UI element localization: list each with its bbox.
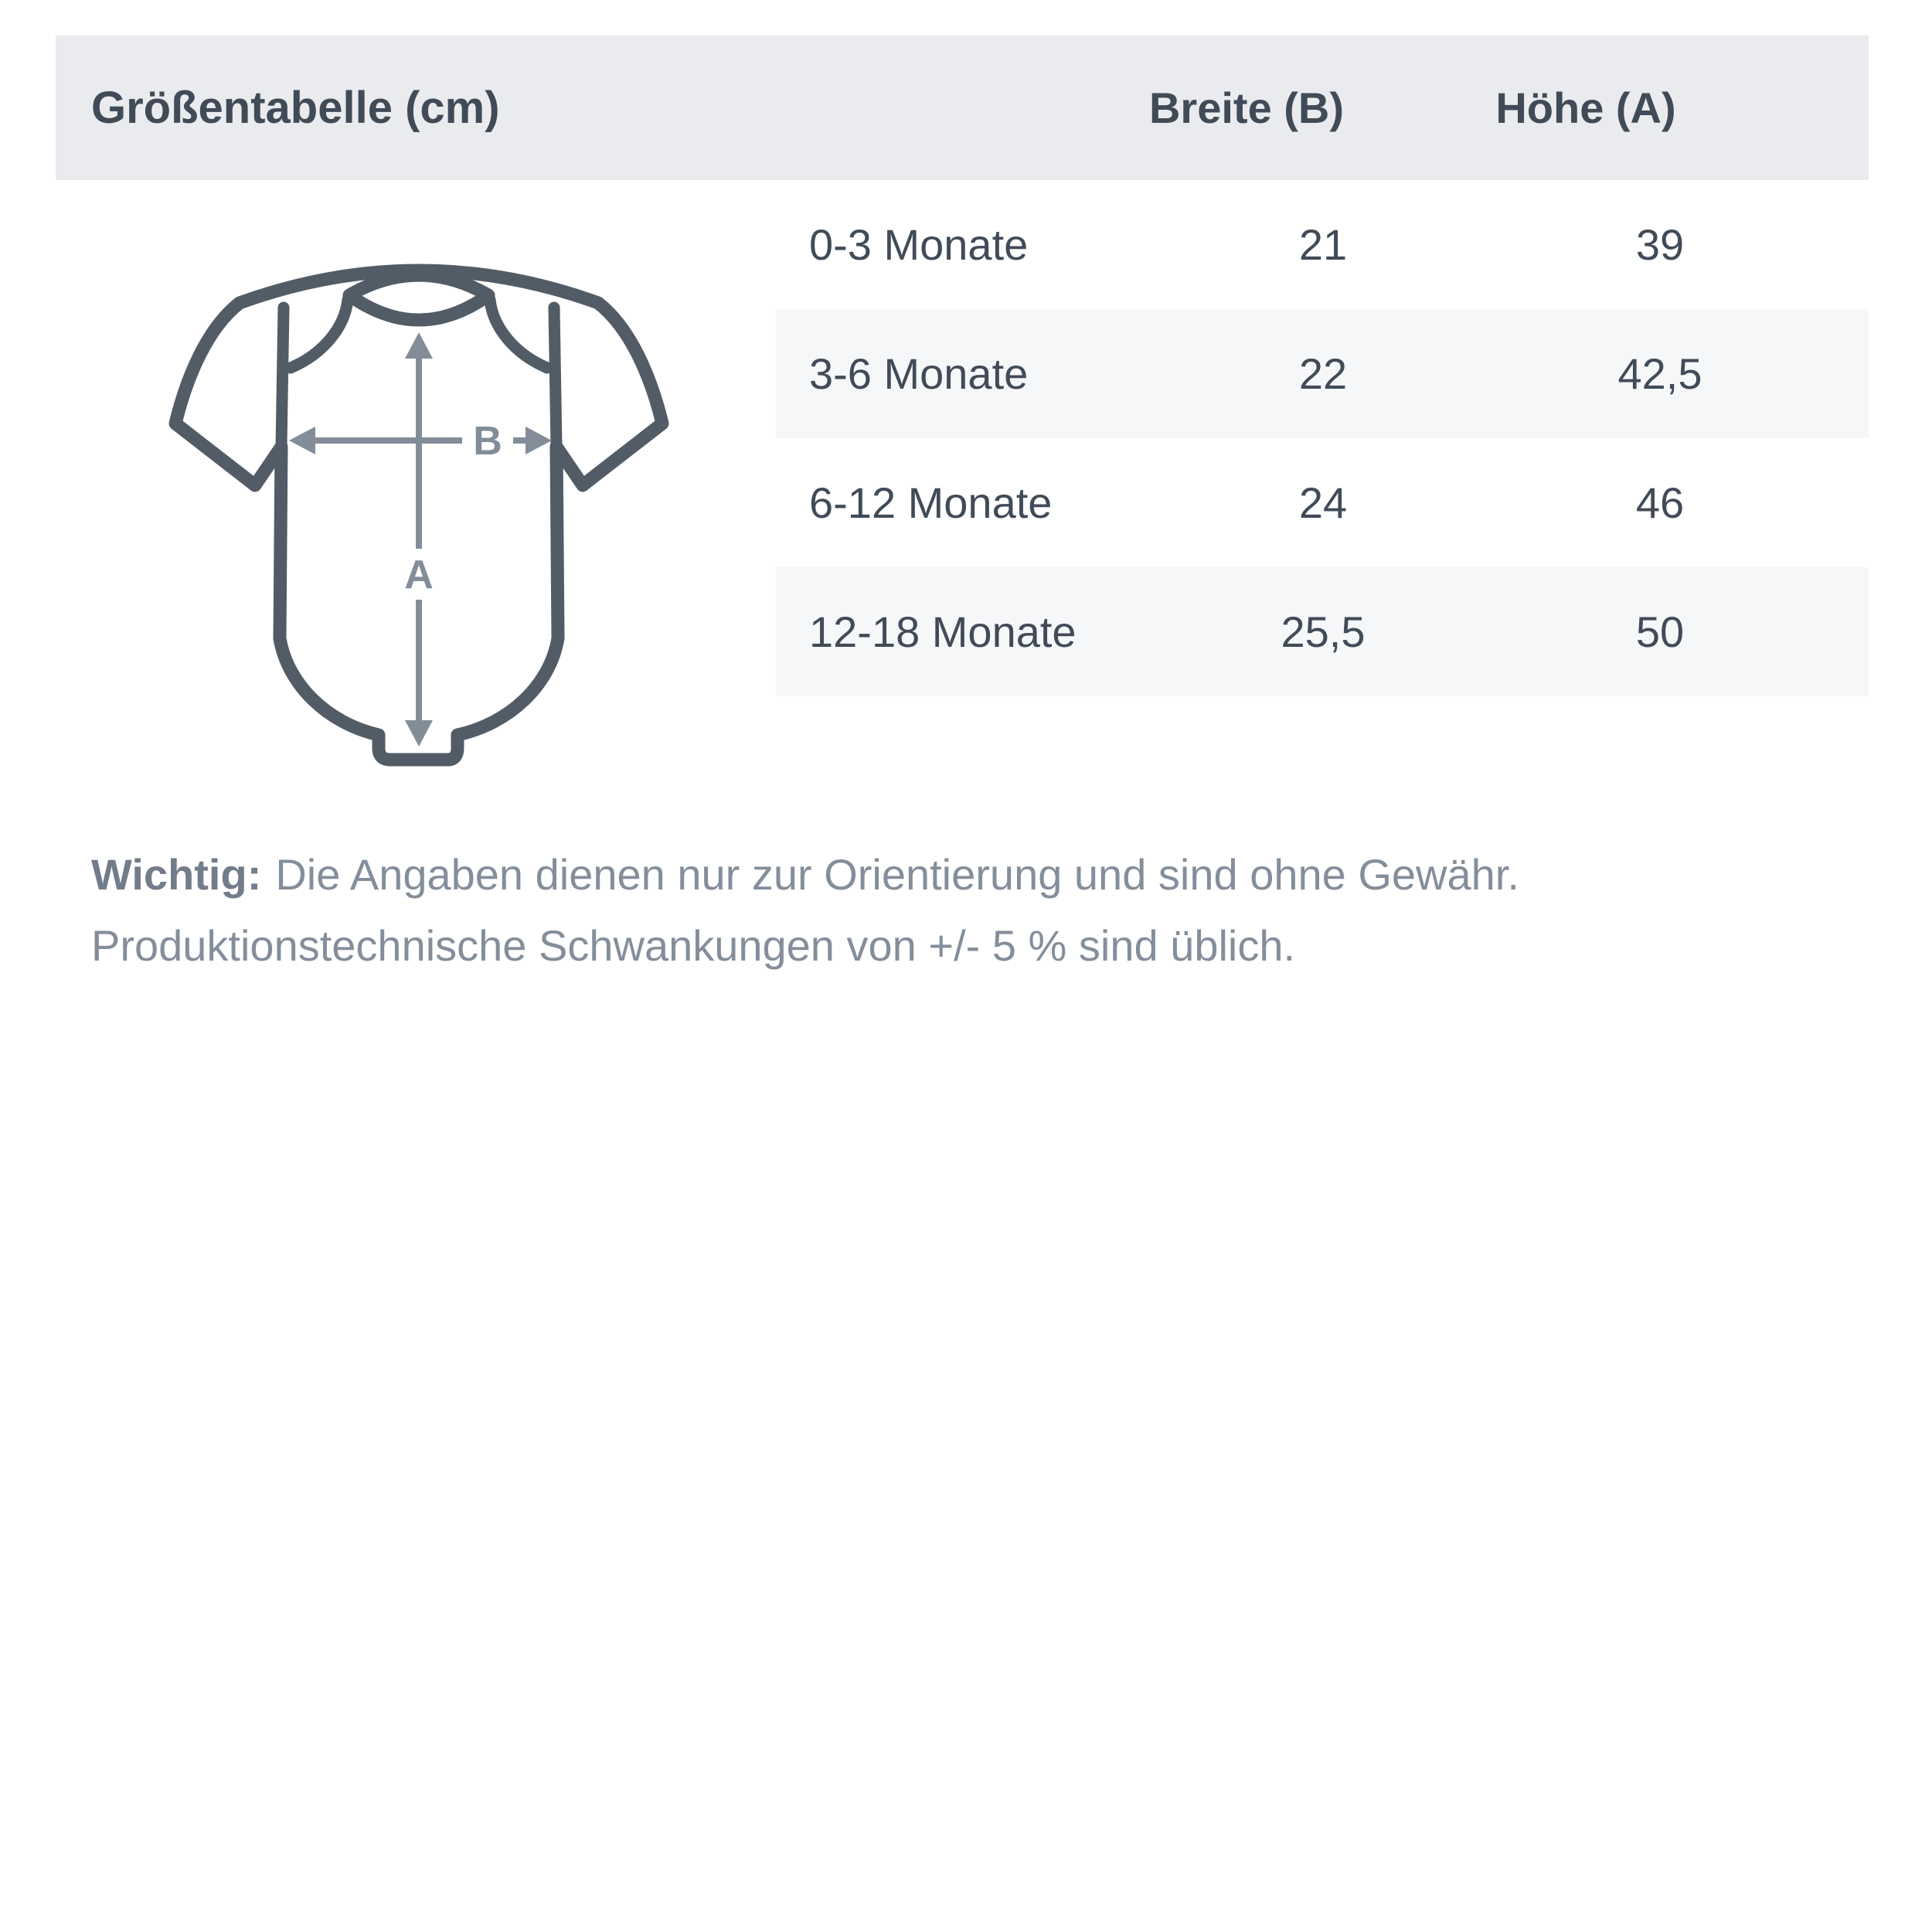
label-b: B bbox=[473, 419, 502, 464]
note-prefix: Wichtig: bbox=[91, 850, 262, 899]
neckline bbox=[349, 275, 488, 320]
seam-left-line bbox=[281, 308, 284, 447]
column-header-hoehe: Höhe (A) bbox=[1495, 83, 1676, 132]
breite-value: 24 bbox=[1298, 478, 1348, 527]
row-label: 3-6 Monate bbox=[809, 349, 1029, 398]
hoehe-value: 50 bbox=[1635, 607, 1685, 656]
breite-value: 25,5 bbox=[1281, 607, 1366, 656]
row-label: 0-3 Monate bbox=[809, 220, 1029, 269]
bodysuit-diagram bbox=[155, 255, 688, 781]
note-line1: Die Angaben dienen nur zur Orientierung und sind ohne Gewähr. bbox=[275, 850, 1519, 899]
seam-right-line bbox=[554, 308, 556, 447]
hoehe-value: 46 bbox=[1635, 478, 1685, 527]
breite-value: 21 bbox=[1298, 220, 1348, 269]
label-a: A bbox=[404, 553, 434, 597]
page-title: Größentabelle (cm) bbox=[91, 83, 500, 133]
disclaimer-note bbox=[91, 839, 1884, 981]
hoehe-value: 42,5 bbox=[1617, 349, 1702, 398]
row-label: 6-12 Monate bbox=[809, 478, 1053, 527]
column-header-breite: Breite (B) bbox=[1148, 83, 1345, 132]
row-label: 12-18 Monate bbox=[809, 607, 1077, 656]
hoehe-value: 39 bbox=[1635, 220, 1685, 269]
breite-value: 22 bbox=[1298, 349, 1348, 398]
note-line2: Produktionstechnische Schwankungen von +/- 5 % sind üblich. bbox=[91, 921, 1296, 970]
